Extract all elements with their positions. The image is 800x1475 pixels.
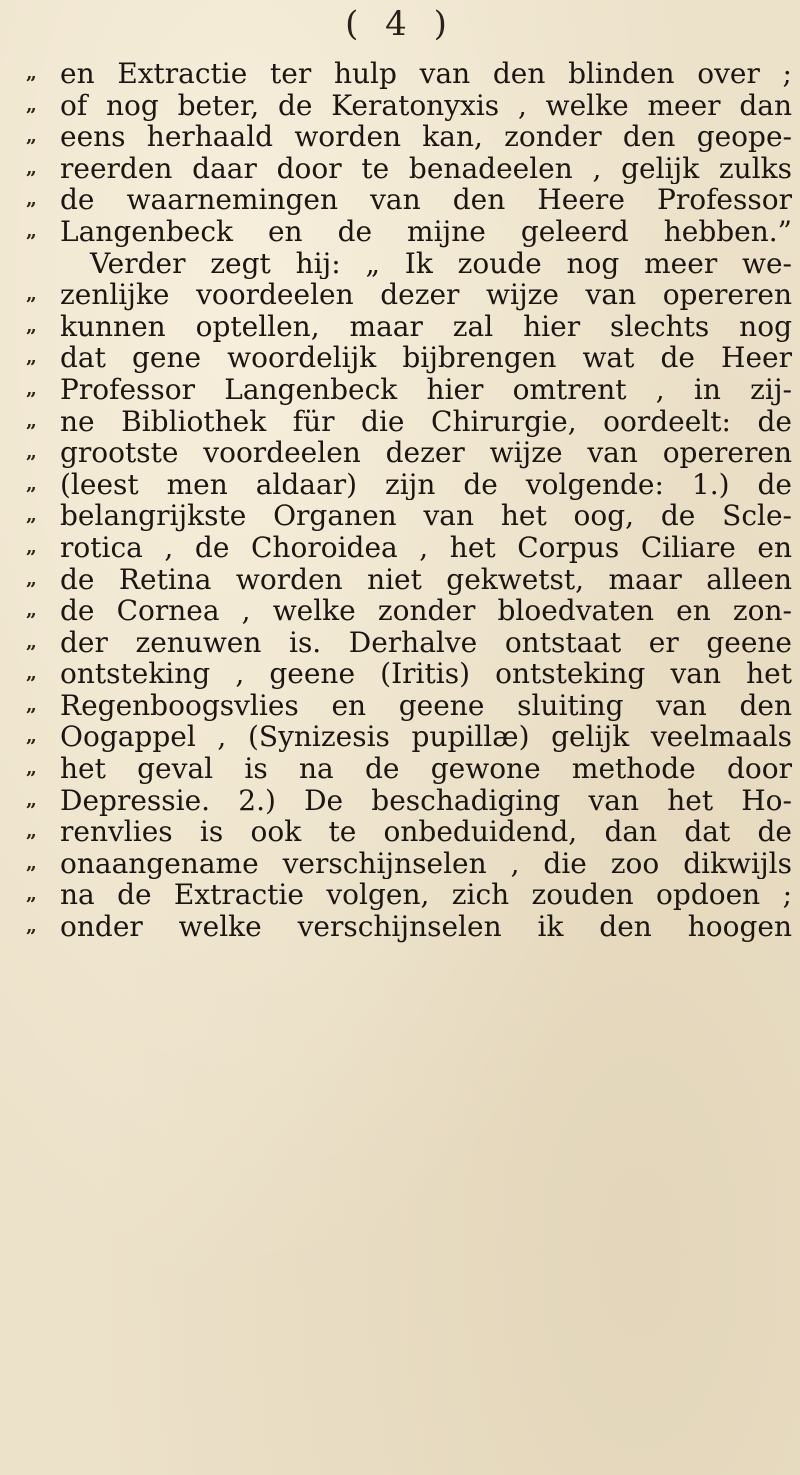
text-line [26,816,796,848]
quote-marker: „ [26,883,37,906]
text-line [26,721,796,753]
quote-marker: „ [26,219,37,242]
line-text: ne Bibliothek für die Chirurgie, oordeelt: de [60,405,792,438]
quote-marker: „ [26,377,37,400]
quote-marker: „ [26,630,37,653]
text-line [26,121,796,153]
text-line [26,785,796,817]
page-number: ( 4 ) [345,4,455,44]
text-line [26,184,796,216]
text-line [26,532,796,564]
text-line [26,500,796,532]
line-text: ontsteking , geene (Iritis) ontsteking van het [60,658,792,690]
quote-marker: „ [26,472,37,495]
text-line [26,311,796,343]
line-text: onder welke verschijnselen ik den hoogen [60,911,792,943]
line-text: zenlijke voordeelen dezer wijze van opereren [60,279,792,311]
text-line [26,911,796,943]
text-line [26,216,796,248]
line-text: het geval is na de gewone methode door [60,753,792,785]
text-line [26,690,796,722]
quote-marker: „ [26,283,37,306]
quote-marker: „ [26,693,37,716]
text-line [26,627,796,659]
line-text: de Retina worden niet gekwetst, maar alleen [60,563,792,596]
quote-marker: „ [26,314,37,337]
quote-marker: „ [26,156,37,179]
line-text: onaangename verschijnselen , die zoo dikwijls [60,847,792,880]
text-line [26,342,796,374]
quote-marker: „ [26,599,37,622]
quote-marker: „ [26,62,37,84]
quote-marker: „ [26,725,37,748]
quote-marker: „ [26,915,37,938]
line-text: reerden daar door te benadeelen , gelijk zulks [60,152,792,185]
quote-marker: „ [26,535,37,558]
line-text: eens herhaald worden kan, zonder den geope- [60,121,792,153]
quote-marker: „ [26,188,37,211]
text-line [26,658,796,690]
text-line [26,595,796,627]
quote-marker: „ [26,757,37,780]
line-text: rotica , de Choroidea , het Corpus Ciliare en [60,531,792,564]
line-text: en Extractie ter hulp van den blinden over ; [60,58,792,90]
text-line [26,153,796,185]
line-text: kunnen optellen, maar zal hier slechts nog [60,310,792,343]
quote-marker: „ [26,125,37,148]
line-text: na de Extractie volgen, zich zouden opdoen ; [60,879,792,912]
line-text: der zenuwen is. Derhalve ontstaat er geene [60,626,792,659]
line-text: of nog beter, de Keratonyxis , welke meer dan [60,89,792,122]
quote-marker: „ [26,504,37,527]
quote-marker: „ [26,788,37,811]
line-text: belangrijkste Organen van het oog, de Scle- [60,500,792,532]
line-text: renvlies is ook te onbeduidend, dan dat de [60,816,792,848]
quote-marker: „ [26,567,37,590]
line-text: Langenbeck en de mijne geleerd hebben.” [60,215,792,248]
line-text: grootste voordeelen dezer wijze van opereren [60,437,792,469]
text-line [26,848,796,880]
quote-marker: „ [26,441,37,464]
text-line [26,753,796,785]
text-line [26,469,796,501]
quote-marker: „ [26,93,37,116]
quote-marker: „ [26,662,37,685]
quote-marker: „ [26,409,37,432]
line-text: (leest men aldaar) zijn de volgende: 1.) de [60,468,792,501]
quote-marker: „ [26,851,37,874]
text-body [26,58,796,943]
line-text: Depressie. 2.) De beschadiging van het Ho- [60,784,792,817]
text-line [26,437,796,469]
line-text: Oogappel , (Synizesis pupillæ) gelijk veelmaals [60,721,792,754]
text-line [26,406,796,438]
text-line [26,879,796,911]
text-line [26,58,796,90]
line-text: Professor Langenbeck hier omtrent , in zij- [60,373,792,406]
line-text: Verder zegt hij: „ Ik zoude nog meer we- [90,247,792,280]
text-line [26,564,796,596]
text-line [26,90,796,122]
line-text: dat gene woordelijk bijbrengen wat de Heer [60,342,792,374]
text-line [26,248,796,280]
text-line [26,374,796,406]
line-text: de Cornea , welke zonder bloedvaten en zon- [60,595,792,627]
quote-marker: „ [26,346,37,369]
quote-marker: „ [26,820,37,843]
line-text: Regenboogsvlies en geene sluiting van den [60,689,792,722]
line-text: de waarnemingen van den Heere Professor [60,184,792,216]
text-line [26,279,796,311]
